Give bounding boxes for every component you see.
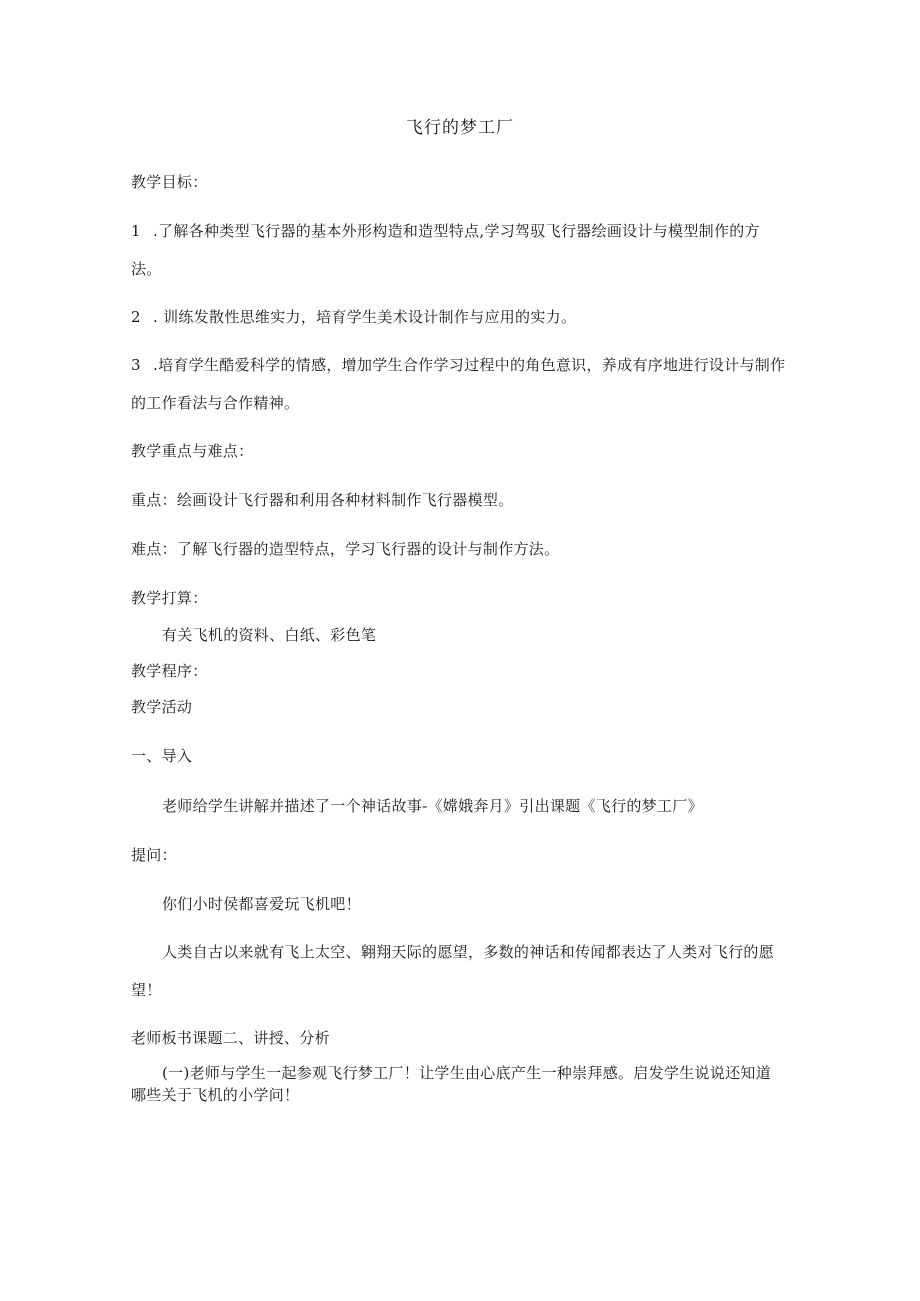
document-title: 飞行的梦工厂 xyxy=(406,118,514,138)
keypoints-heading: 教学重点与难点： xyxy=(131,442,254,460)
goal-1-line-1 xyxy=(131,221,760,241)
activity-heading: 教学活动 xyxy=(131,698,193,716)
procedure-heading: 教学程序： xyxy=(131,662,208,680)
story-line-1: 人类自古以来就有飞上太空、翱翔天际的愿望，多数的神话和传闻都表达了人类对飞行的愿 xyxy=(162,943,775,961)
difficult-point: 难点：了解飞行器的造型特点，学习飞行器的设计与制作方法。 xyxy=(131,540,560,558)
section-1-heading: 一、导入 xyxy=(131,747,193,765)
goals-heading: 教学目标： xyxy=(131,173,208,191)
goal-1-number: 1 xyxy=(131,222,141,240)
visit-line-1: (一)老师与学生一起参观飞行梦工厂！让学生由心底产生一种崇拜感。启发学生说说还知道 xyxy=(162,1064,772,1082)
goal-1-line-2: 法。 xyxy=(131,260,162,278)
question-heading: 提问： xyxy=(131,846,177,864)
goal-3-number: 3 xyxy=(131,356,141,374)
goal-2-text: . 训练发散性思维实力，培育学生美术设计制作与应用的实力。 xyxy=(153,308,577,326)
key-point: 重点：绘画设计飞行器和利用各种材料制作飞行器模型。 xyxy=(131,491,514,509)
goal-3-text: .培育学生酷爱科学的情感，增加学生合作学习过程中的角色意识，养成有序地进行设计与制作 xyxy=(153,356,786,374)
question-text: 你们小时侯都喜爱玩飞机吧！ xyxy=(162,895,361,913)
visit-line-2: 哪些关于飞机的小学问！ xyxy=(131,1086,300,1104)
prep-items: 有关飞机的资料、白纸、彩色笔 xyxy=(162,626,377,644)
goal-1-text: .了解各种类型飞行器的基本外形构造和造型特点,学习驾驭飞行器绘画设计与模型制作的方 xyxy=(153,222,760,240)
goal-2-number: 2 xyxy=(131,308,141,326)
prep-heading: 教学打算： xyxy=(131,589,208,607)
goal-3-line-2: 的工作看法与合作精神。 xyxy=(131,394,300,412)
board-line: 老师板书课题二、讲授、分析 xyxy=(131,1029,330,1047)
section-1-text: 老师给学生讲解并描述了一个神话故事-《嫦娥奔月》引出课题《飞行的梦工厂》 xyxy=(162,797,703,815)
goal-2-line-1 xyxy=(131,307,576,327)
goal-3-line-1 xyxy=(131,355,785,375)
story-line-2: 望！ xyxy=(131,981,162,999)
